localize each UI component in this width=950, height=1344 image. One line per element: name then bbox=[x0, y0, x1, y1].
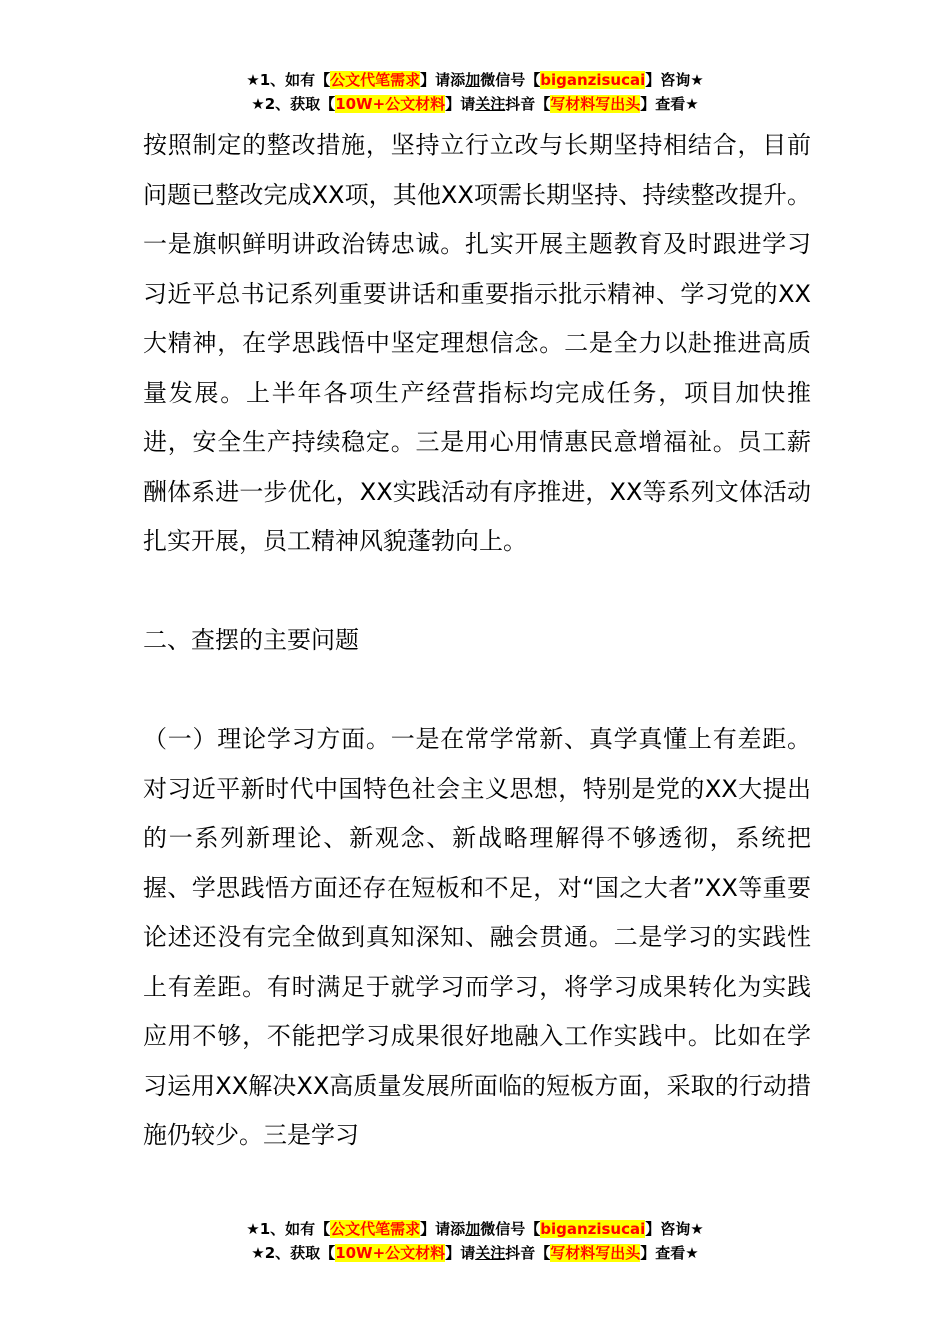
footer-banner bbox=[0, 1217, 950, 1265]
header-banner bbox=[0, 68, 950, 116]
banner-line-2: ★2、获取【10W+公文材料】请关注抖音【写材料写出头】查看★ bbox=[251, 95, 699, 113]
highlight-wechat-id: biganzisucai bbox=[540, 71, 646, 89]
highlight-service: 公文代笔需求 bbox=[330, 1220, 421, 1238]
paragraph-2: （一）理论学习方面。一是在常学常新、真学真懂上有差距。对习近平新时代中国特色社会主义思想，特别是党的XX大提出的一系列新理论、新观念、新战略理解得不够透彻，系统把握、学思践悟方面还存在短板和不足，对“国之大者”XX等重要论述还没有完全做到真知深知、融会贯通。二是学习的实践性上有差距。有时满足于就学习而学习，将学习成果转化为实践应用不够，不能把学习成果很好地融入工作实践中。比如在学习运用XX解决XX高质量发展所面临的短板方面，采取的行动措施仍较少。三是学习 bbox=[143, 725, 811, 1149]
highlight-materials: 10W+公文材料 bbox=[335, 95, 446, 113]
banner-line-2: ★2、获取【10W+公文材料】请关注抖音【写材料写出头】查看★ bbox=[251, 1244, 699, 1262]
paragraph-1: 按照制定的整改措施，坚持立行立改与长期坚持相结合，目前问题已整改完成XX项，其他XX项需长期坚持、持续整改提升。一是旗帜鲜明讲政治铸忠诚。扎实开展主题教育及时跟进学习习近平总书记系列重要讲话和重要指示批示精神、学习党的XX大精神，在学思践悟中坚定理想信念。二是全力以赴推进高质量发展。上半年各项生产经营指标均完成任务，项目加快推进，安全生产持续稳定。三是用心用情惠民意增福祉。员工薪酬体系进一步优化，XX实践活动有序推进，XX等系列文体活动扎实开展，员工精神风貌蓬勃向上。 bbox=[143, 131, 811, 555]
highlight-materials: 10W+公文材料 bbox=[335, 1244, 446, 1262]
banner-line-1: ★1、如有【公文代笔需求】请添加微信号【biganzisucai】咨询★ bbox=[246, 1220, 704, 1238]
highlight-douyin: 写材料写出头 bbox=[550, 1244, 641, 1262]
document-body bbox=[143, 121, 811, 1161]
highlight-service: 公文代笔需求 bbox=[330, 71, 421, 89]
highlight-douyin: 写材料写出头 bbox=[550, 95, 641, 113]
highlight-wechat-id: biganzisucai bbox=[540, 1220, 646, 1238]
section-heading: 二、查摆的主要问题 bbox=[143, 626, 359, 654]
banner-line-1: ★1、如有【公文代笔需求】请添加微信号【biganzisucai】咨询★ bbox=[246, 71, 704, 89]
